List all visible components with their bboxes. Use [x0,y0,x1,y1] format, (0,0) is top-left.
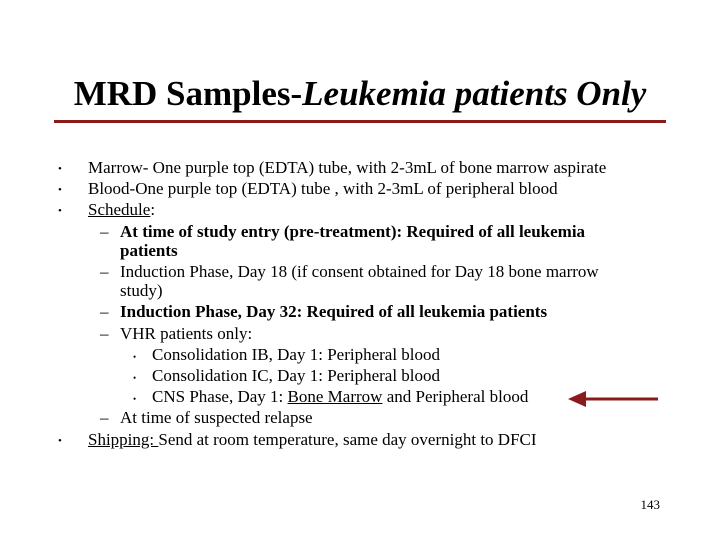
dash-icon: – [100,302,109,321]
dash-icon: – [100,408,109,427]
vhr-item-text: Consolidation IB, Day 1: Peripheral blood [152,345,441,364]
vhr-item-text: Consolidation IC, Day 1: Peripheral blood [152,366,441,385]
bullet-icon: • [133,373,137,383]
sub-item-text: At time of suspected relapse [120,408,313,427]
arrow-head [568,391,586,407]
slide-title [0,74,720,114]
bullet-icon: • [58,184,62,196]
bullet-icon: • [58,163,62,175]
sub-item-text: Induction Phase, Day 18 (if consent obtained for Day 18 bone marrow [120,262,599,281]
slide-title-italic: Leukemia patients Only [302,74,647,113]
bullet-text: Blood-One purple top (EDTA) tube , with 2-3mL of peripheral blood [88,179,558,198]
vhr-item-text-before: CNS Phase, Day 1: [152,387,288,406]
dash-icon: – [100,262,109,281]
bullet-icon: • [58,205,62,217]
sub-item-text: Induction Phase, Day 32: Required of all leukemia patients [120,302,548,321]
bullet-text: Marrow- One purple top (EDTA) tube, with 2-3mL of bone marrow aspirate [88,158,607,177]
bullet-icon: • [58,435,62,447]
bullet-icon: • [133,352,137,362]
bullet-text: Send at room temperature, same day overnight to DFCI [158,430,537,449]
page-number: 143 [640,497,660,512]
sub-item-text-cont: patients [120,241,178,260]
left-arrow-icon [568,388,660,410]
sub-item-text: At time of study entry (pre-treatment): Required of all leukemia [120,222,586,241]
title-divider [54,120,666,123]
bullet-icon: • [133,394,137,404]
schedule-label: Schedule [88,200,151,219]
dash-icon: – [100,222,109,241]
sub-item-text: VHR patients only: [120,324,253,343]
vhr-item-text-after: and Peripheral blood [382,387,529,406]
bullet-text: : [150,200,156,219]
dash-icon: – [100,324,109,343]
slide-title-main: MRD Samples- [73,74,303,113]
shipping-label: Shipping: [88,430,159,449]
bone-marrow-underlined: Bone Marrow [287,387,383,406]
sub-item-text-cont: study) [120,281,163,300]
